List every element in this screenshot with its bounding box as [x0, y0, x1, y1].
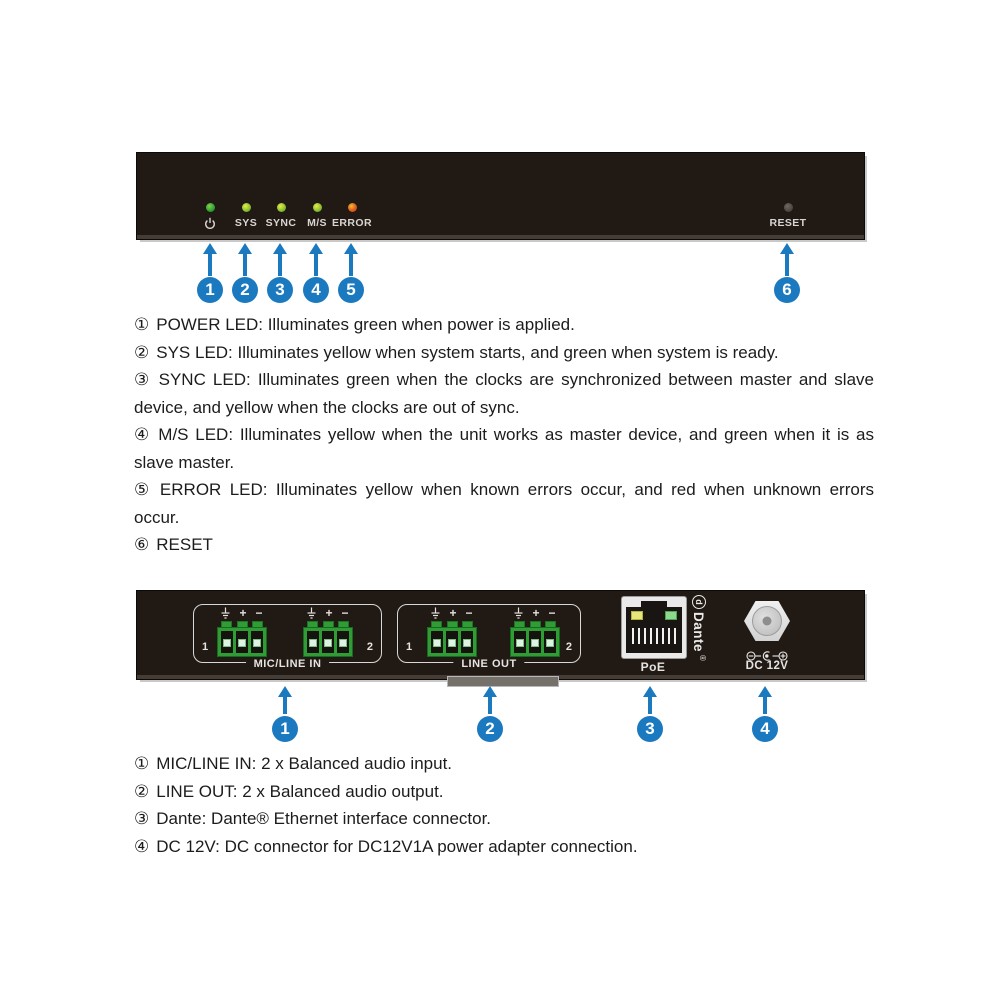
note-number: ①: [134, 754, 150, 773]
minus-symbol: −: [255, 606, 263, 620]
front-note-2: [134, 339, 874, 367]
terminal-block: [217, 607, 267, 657]
sys-led-label: SYS: [234, 217, 258, 229]
note-number: ⑤: [134, 480, 153, 499]
mic-line-in-group: [193, 604, 382, 670]
front-note-6: [134, 531, 874, 559]
rj45-pins: [632, 628, 676, 644]
callout-badge-5: 5: [338, 277, 364, 303]
front-descriptions: [134, 311, 874, 559]
rj45-latch-notch: [641, 601, 667, 609]
line-out-label: LINE OUT: [453, 658, 524, 670]
note-number: ④: [134, 425, 152, 444]
plus-symbol: +: [449, 606, 457, 620]
rj45-opening: [626, 607, 682, 653]
dc-jack-pin-hole: [763, 617, 772, 626]
plus-symbol: +: [532, 606, 540, 620]
ms-led-label: M/S: [307, 217, 327, 229]
rj45-port: [621, 596, 687, 659]
arrow-up-icon: [272, 243, 288, 276]
power-led: [206, 203, 215, 212]
dante-logo-text: Dante: [691, 612, 707, 653]
dante-logo-mark-icon: d: [692, 595, 706, 609]
note-number: ②: [134, 342, 150, 362]
note-number: ③: [134, 809, 150, 828]
callout-badge-2: 2: [477, 716, 503, 742]
rear-note-3: [134, 805, 874, 833]
note-text: SYNC LED: Illuminates green when the clocks are synchronized between master and slave device, and yellow when the clocks are out of sync.: [134, 370, 874, 417]
callout-badge-4: 4: [303, 277, 329, 303]
arrow-up-icon: [202, 243, 218, 276]
port-number: 1: [202, 641, 209, 653]
callout-badge-3: 3: [637, 716, 663, 742]
note-text: SYS LED: Illuminates yellow when system starts, and green when system is ready.: [156, 342, 779, 362]
arrow-up-icon: [642, 686, 658, 714]
front-note-3: [134, 366, 874, 421]
minus-symbol: −: [548, 606, 556, 620]
reset-label: RESET: [769, 217, 807, 229]
callout-badge-2: 2: [232, 277, 258, 303]
ground-icon: [221, 607, 230, 620]
arrow-up-icon: [779, 243, 795, 276]
callout-badge-3: 3: [267, 277, 293, 303]
note-text: Dante: Dante® Ethernet interface connector.: [156, 809, 492, 828]
arrow-up-icon: [757, 686, 773, 714]
poe-label: PoE: [640, 660, 666, 674]
error-led-label: ERROR: [332, 217, 372, 229]
sync-led: [277, 203, 286, 212]
note-text: POWER LED: Illuminates green when power is applied.: [156, 315, 575, 334]
sys-led: [242, 203, 251, 212]
note-number: ①: [134, 315, 150, 334]
mic-line-in-label: MIC/LINE IN: [246, 658, 330, 670]
front-note-5: [134, 476, 874, 531]
ground-icon: [307, 607, 316, 620]
rear-note-1: [134, 750, 874, 778]
reset-group: [758, 203, 818, 229]
front-panel: [136, 152, 865, 240]
reset-button[interactable]: [784, 203, 793, 212]
arrow-up-icon: [237, 243, 253, 276]
callout-badge-1: 1: [197, 277, 223, 303]
dc-jack-barrel: [752, 606, 782, 636]
line-out-group: [397, 604, 581, 670]
sync-led-label: SYNC: [265, 217, 297, 229]
ground-icon: [431, 607, 440, 620]
plus-symbol: +: [325, 606, 333, 620]
arrow-up-icon: [277, 686, 293, 714]
note-number: ④: [134, 836, 150, 856]
rear-panel-bottom-tab: [447, 676, 559, 687]
callout-badge-4: 4: [752, 716, 778, 742]
ground-icon: [514, 607, 523, 620]
dc-12v-label: DC 12V: [745, 660, 789, 672]
front-note-4: [134, 421, 874, 476]
minus-symbol: −: [465, 606, 473, 620]
note-text: MIC/LINE IN: 2 x Balanced audio input.: [156, 754, 453, 773]
note-text: ERROR LED: Illuminates yellow when known errors occur, and red when unknown errors occur.: [134, 480, 874, 527]
note-text: M/S LED: Illuminates yellow when the unit works as master device, and green when it is as slave master.: [134, 425, 874, 472]
ms-led: [313, 203, 322, 212]
port-number: 2: [366, 641, 373, 653]
arrow-up-icon: [482, 686, 498, 714]
terminal-block: [427, 607, 477, 657]
plus-symbol: +: [239, 606, 247, 620]
port-number: 1: [406, 641, 413, 653]
arrow-up-icon: [343, 243, 359, 276]
terminal-block: [510, 607, 560, 657]
terminal-block: [303, 607, 353, 657]
rear-panel: [136, 590, 865, 680]
front-note-1: [134, 311, 874, 339]
minus-symbol: −: [341, 606, 349, 620]
dc-jack-nut: [744, 601, 790, 641]
rear-descriptions: [134, 750, 874, 860]
error-led: [348, 203, 357, 212]
note-number: ⑥: [134, 535, 150, 554]
note-number: ②: [134, 781, 150, 801]
error-led-group: [322, 203, 382, 229]
arrow-up-icon: [308, 243, 324, 276]
rj45-yellow-led: [631, 611, 643, 620]
note-text: LINE OUT: 2 x Balanced audio output.: [156, 781, 444, 801]
rj45-green-led: [665, 611, 677, 620]
port-number: 2: [565, 641, 572, 653]
note-text: RESET: [156, 535, 213, 554]
power-icon: [204, 217, 216, 230]
callout-badge-6: 6: [774, 277, 800, 303]
rear-note-4: [134, 833, 874, 861]
dante-logo: [691, 590, 707, 666]
rear-note-2: [134, 778, 874, 806]
callout-badge-1: 1: [272, 716, 298, 742]
note-number: ③: [134, 370, 152, 389]
note-text: DC 12V: DC connector for DC12V1A power adapter connection.: [156, 836, 638, 856]
registered-trademark-symbol: ®: [698, 655, 707, 661]
